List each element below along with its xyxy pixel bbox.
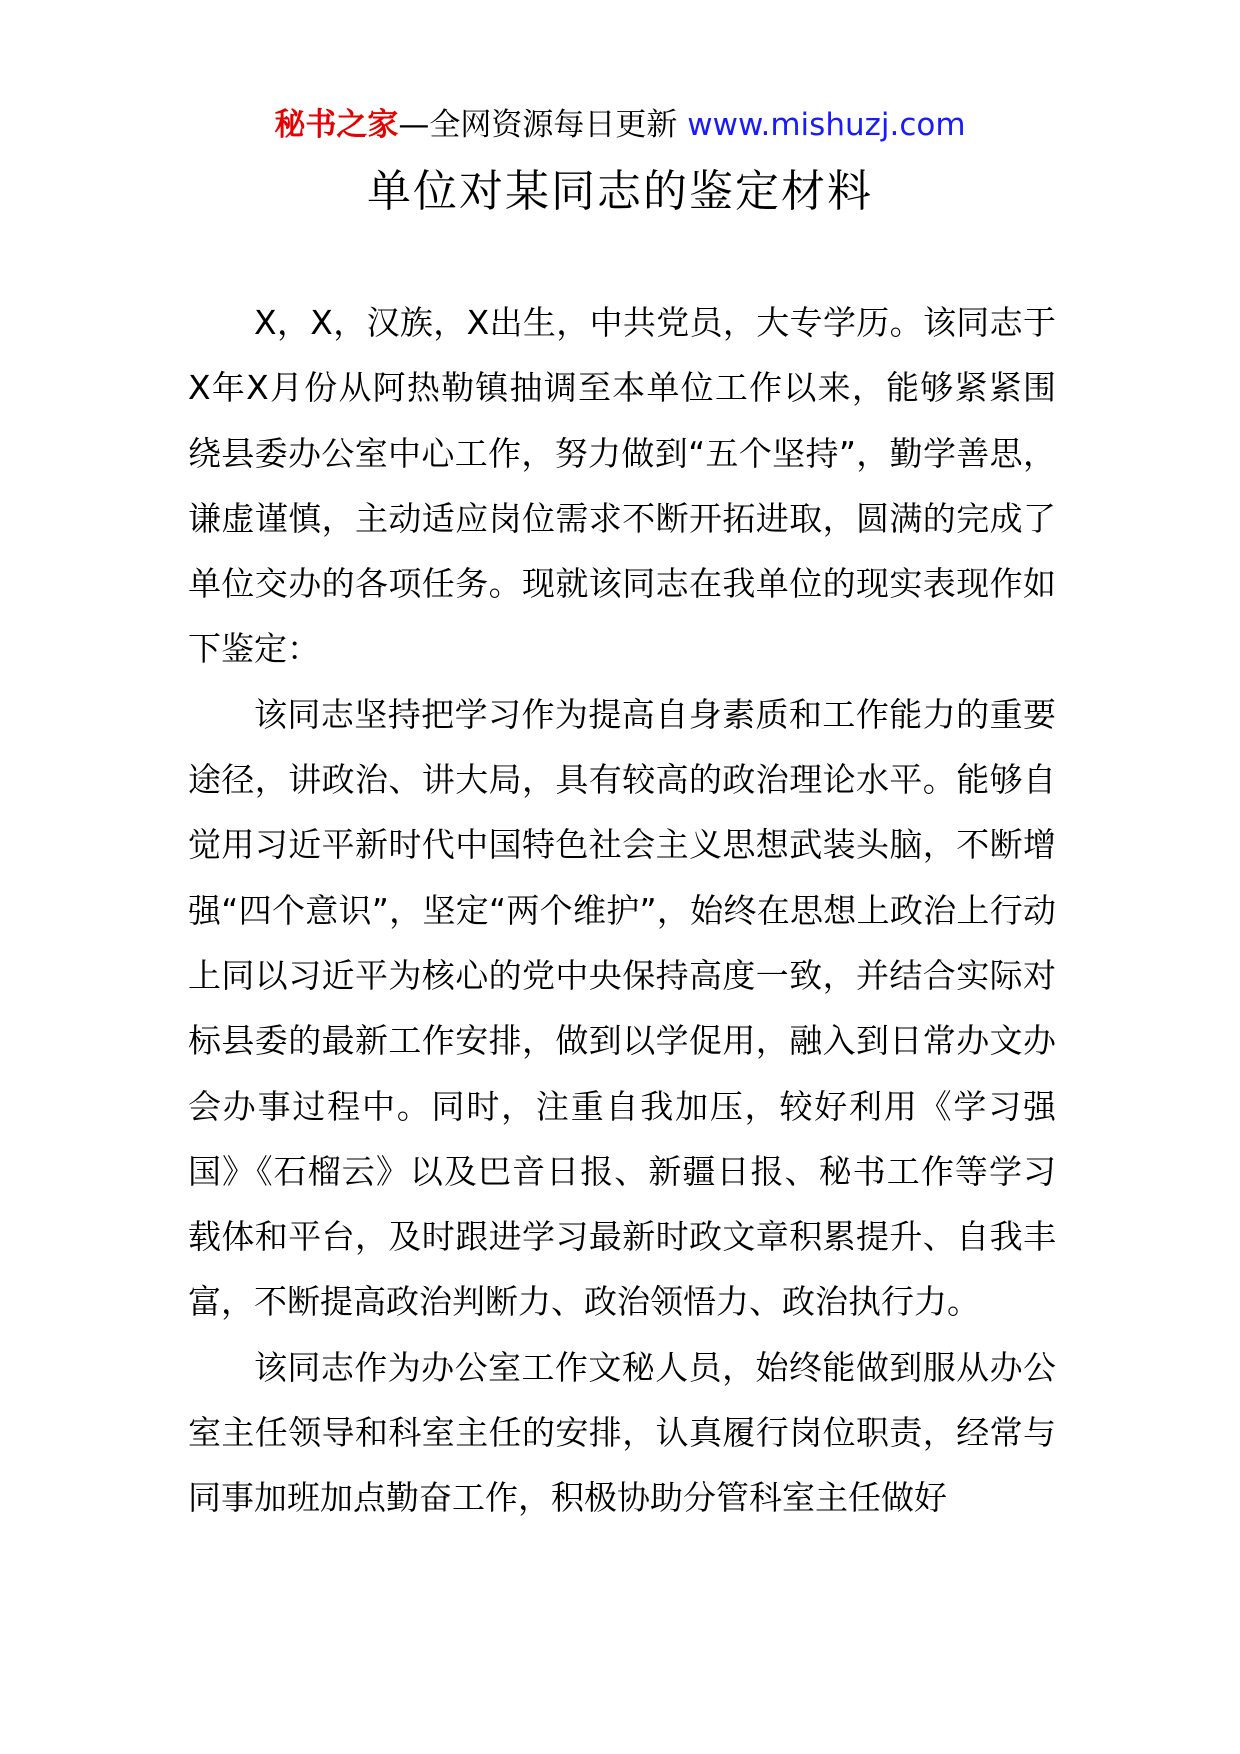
header-url: www.mishuzj.com: [687, 107, 966, 143]
brand-name: 秘书之家: [274, 107, 399, 143]
paragraph-intro: X，X，汉族，X出生，中共党员，大专学历。该同志于X年X月份从阿热勒镇抽调至本单位工作以来，能够紧紧围绕县委办公室中心工作，努力做到“五个坚持”，勤学善思，谦虚谨慎，主动适应岗位需求不断开拓进取，圆满的完成了单位交办的各项任务。现就该同志在我单位的现实表现作如下鉴定：: [188, 303, 1056, 669]
document-title: 单位对某同志的鉴定材料: [367, 166, 873, 217]
header-slogan: —全网资源每日更新: [398, 107, 678, 143]
site-header: [0, 102, 1240, 148]
document-body: [188, 290, 1056, 1531]
paragraph-study: 该同志坚持把学习作为提高自身素质和工作能力的重要途径，讲政治、讲大局，具有较高的政治理论水平。能够自觉用习近平新时代中国特色社会主义思想武装头脑，不断增强“四个意识”，坚定“两个维护”，始终在思想上政治上行动上同以习近平为核心的党中央保持高度一致，并结合实际对标县委的最新工作安排，做到以学促用，融入到日常办文办会办事过程中。同时，注重自我加压，较好利用《学习强国》《石榴云》以及巴音日报、新疆日报、秘书工作等学习载体和平台，及时跟进学习最新时政文章积累提升、自我丰富，不断提高政治判断力、政治领悟力、政治执行力。: [188, 694, 1056, 1322]
paragraph-work: 该同志作为办公室工作文秘人员，始终能做到服从办公室主任领导和科室主任的安排，认真履行岗位职责，经常与同事加班加点勤奋工作，积极协助分管科室主任做好: [188, 1347, 1056, 1518]
